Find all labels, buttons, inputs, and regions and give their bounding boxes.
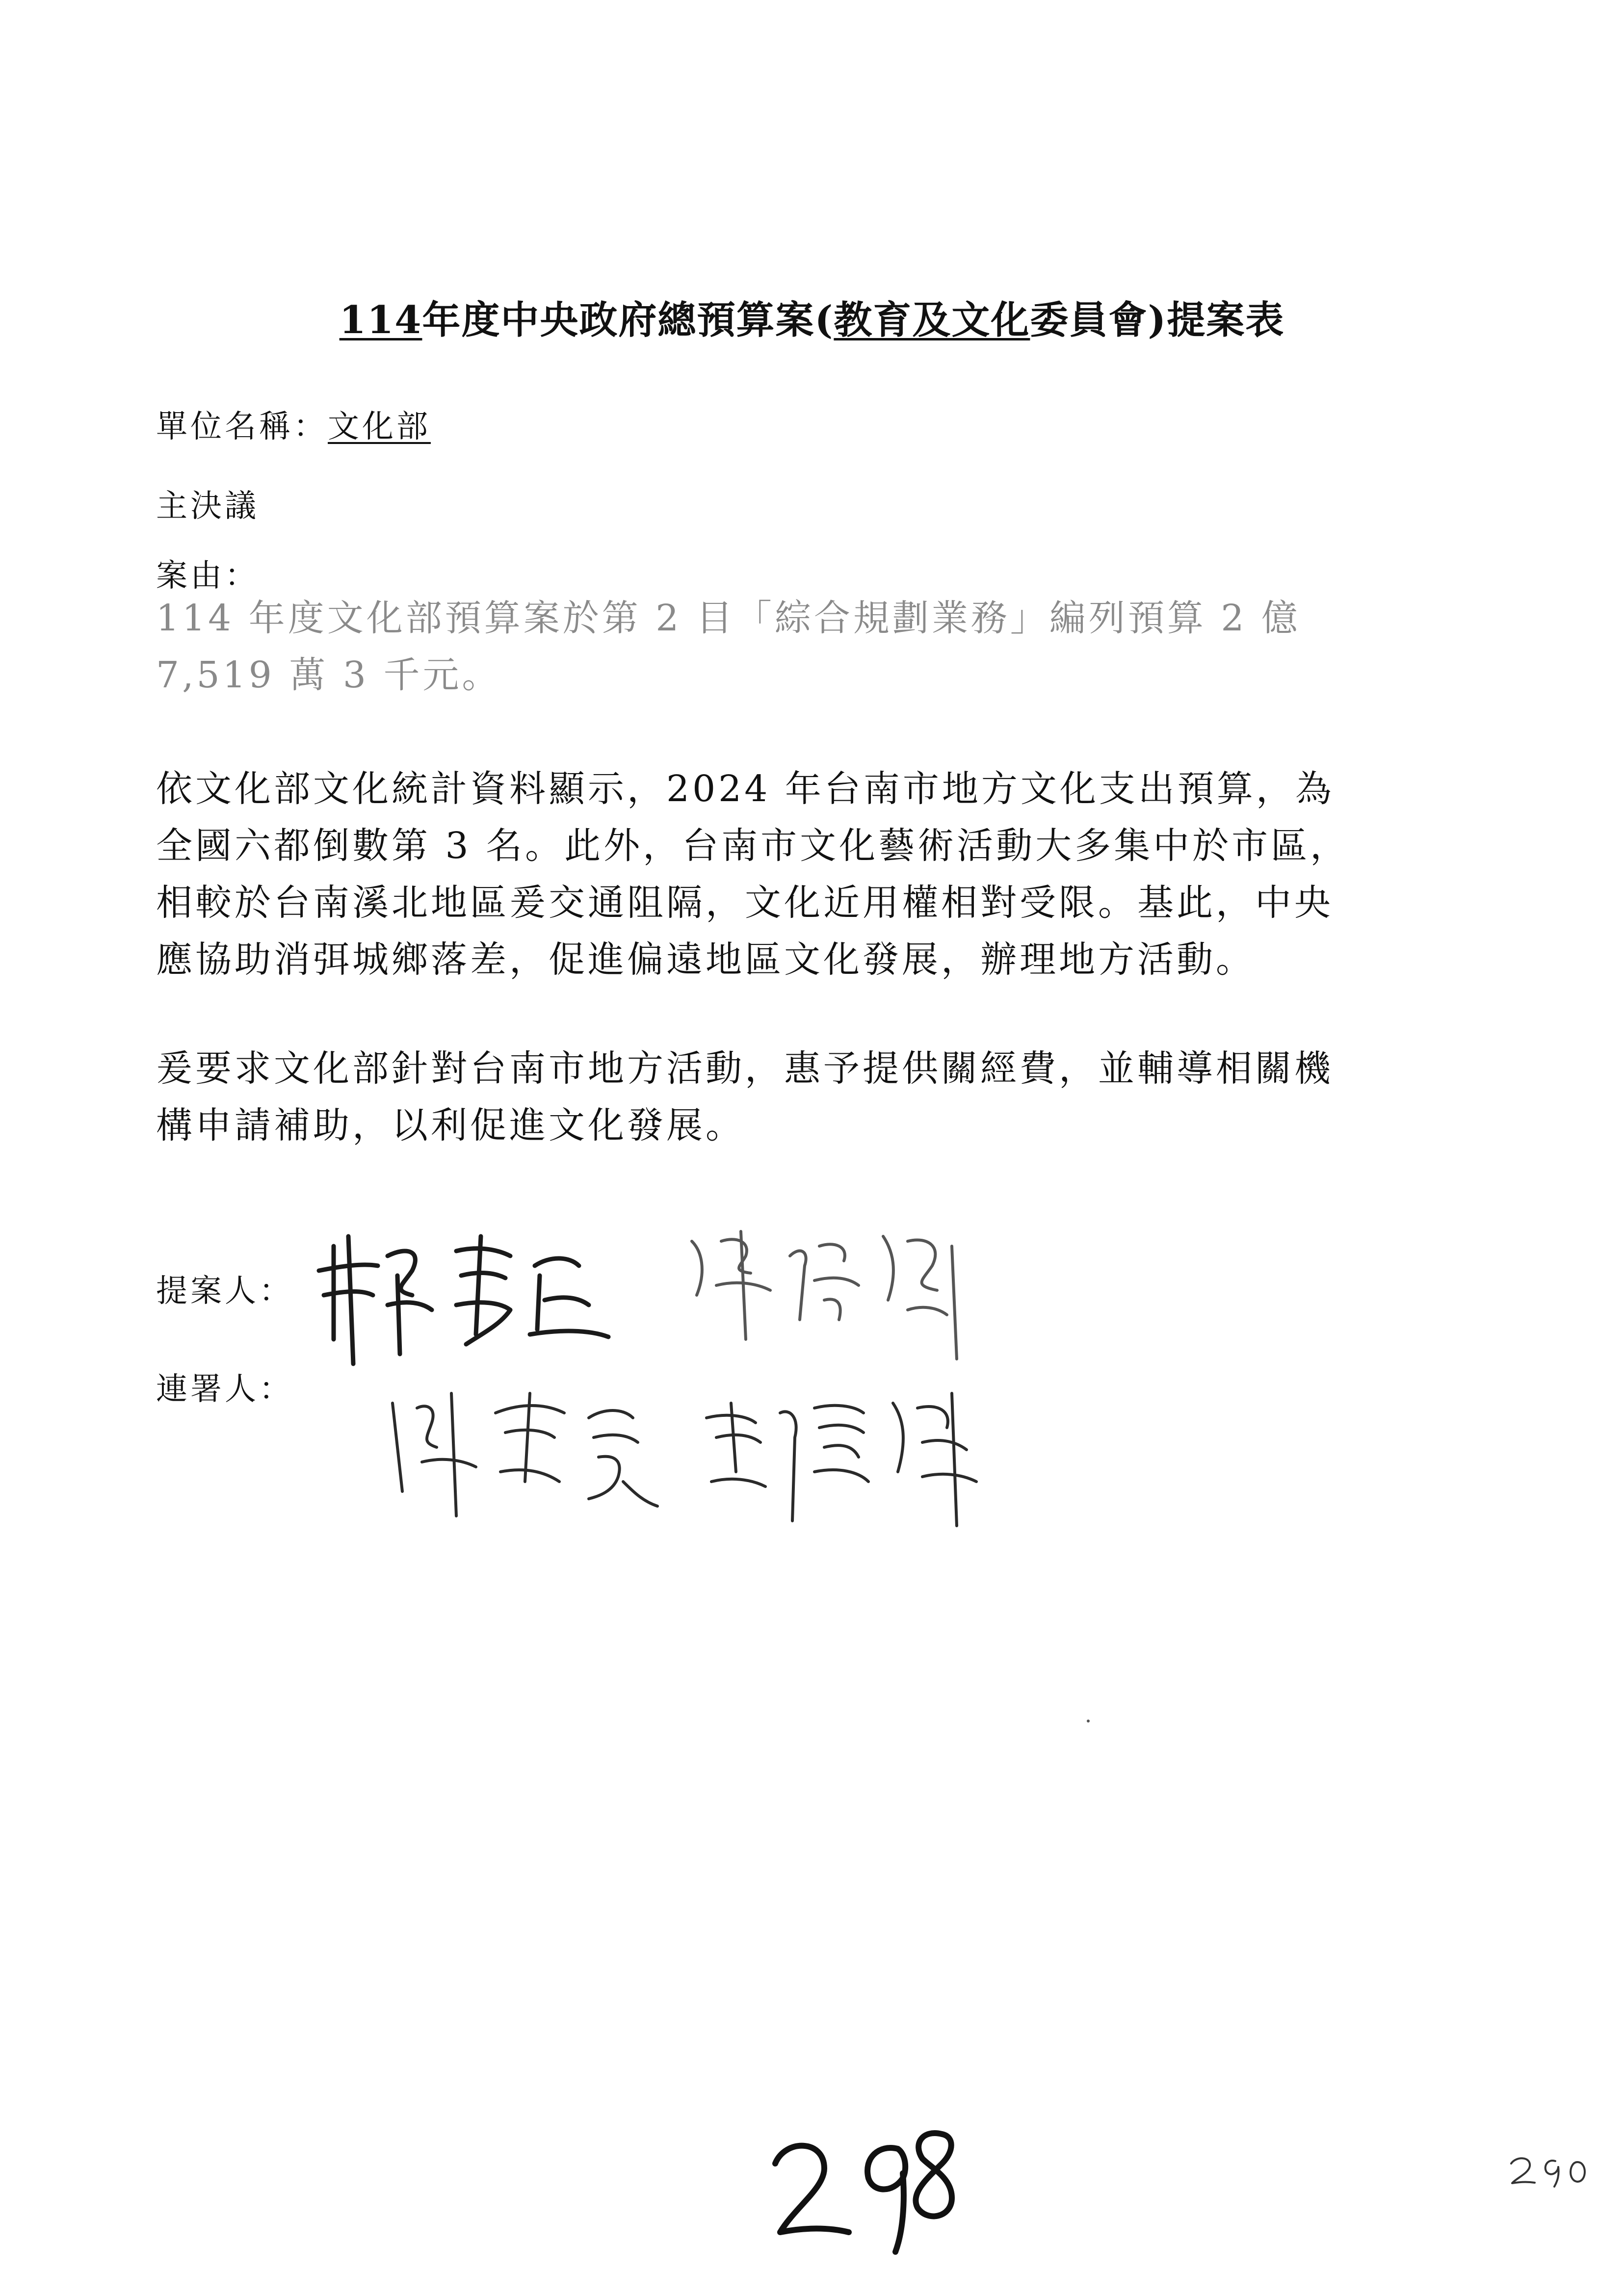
- reason-line: 7,519 萬 3 千元。: [156, 654, 501, 696]
- unit-label: 單位名稱：: [156, 409, 328, 445]
- reason-text: [156, 590, 1491, 704]
- title-part2: 委員會)提案表: [1030, 298, 1285, 342]
- reason-line: 114 年度文化部預算案於第 2 目「綜合規劃業務」編列預算 2 億: [156, 597, 1301, 639]
- title-committee: 教育及文化: [834, 298, 1030, 342]
- paragraph-2-line: 構申請補助，以利促進文化發展。: [156, 1104, 745, 1147]
- paragraph-2: [156, 1040, 1491, 1154]
- proposer-signature-1: [314, 1217, 618, 1374]
- cosigner-signature-1: [383, 1374, 677, 1531]
- cosigner-signature-2: [697, 1374, 1001, 1536]
- paragraph-1-line: 應協助消弭城鄉落差，促進偏遠地區文化發展，辦理地方活動。: [156, 939, 1255, 981]
- resolution-label: 主決議: [156, 488, 259, 524]
- paragraph-1-line: 全國六都倒數第 3 名。此外，台南市文化藝術活動大多集中於市區，: [156, 825, 1350, 867]
- unit-line: [156, 401, 431, 446]
- proposer-label: 提案人：: [156, 1273, 293, 1309]
- paragraph-1: [156, 760, 1491, 988]
- paragraph-1-line: 依文化部文化統計資料顯示，2024 年台南市地方文化支出預算，為: [156, 768, 1335, 810]
- document-title: [0, 289, 1624, 344]
- proposer-signature-2: [677, 1212, 981, 1369]
- scan-speck: [1087, 1720, 1090, 1722]
- paragraph-1-line: 相較於台南溪北地區爰交通阻隔，文化近用權相對受限。基此，中央: [156, 882, 1334, 924]
- unit-value: 文化部: [328, 409, 431, 445]
- title-part1: 年度中央政府總預算案(: [422, 298, 834, 342]
- cosigner-label: 連署人：: [156, 1371, 293, 1408]
- title-year: 114: [339, 298, 422, 342]
- reason-label: 案由：: [156, 558, 259, 594]
- paragraph-2-line: 爰要求文化部針對台南市地方活動，惠予提供關經費，並輔導相關機: [156, 1047, 1334, 1090]
